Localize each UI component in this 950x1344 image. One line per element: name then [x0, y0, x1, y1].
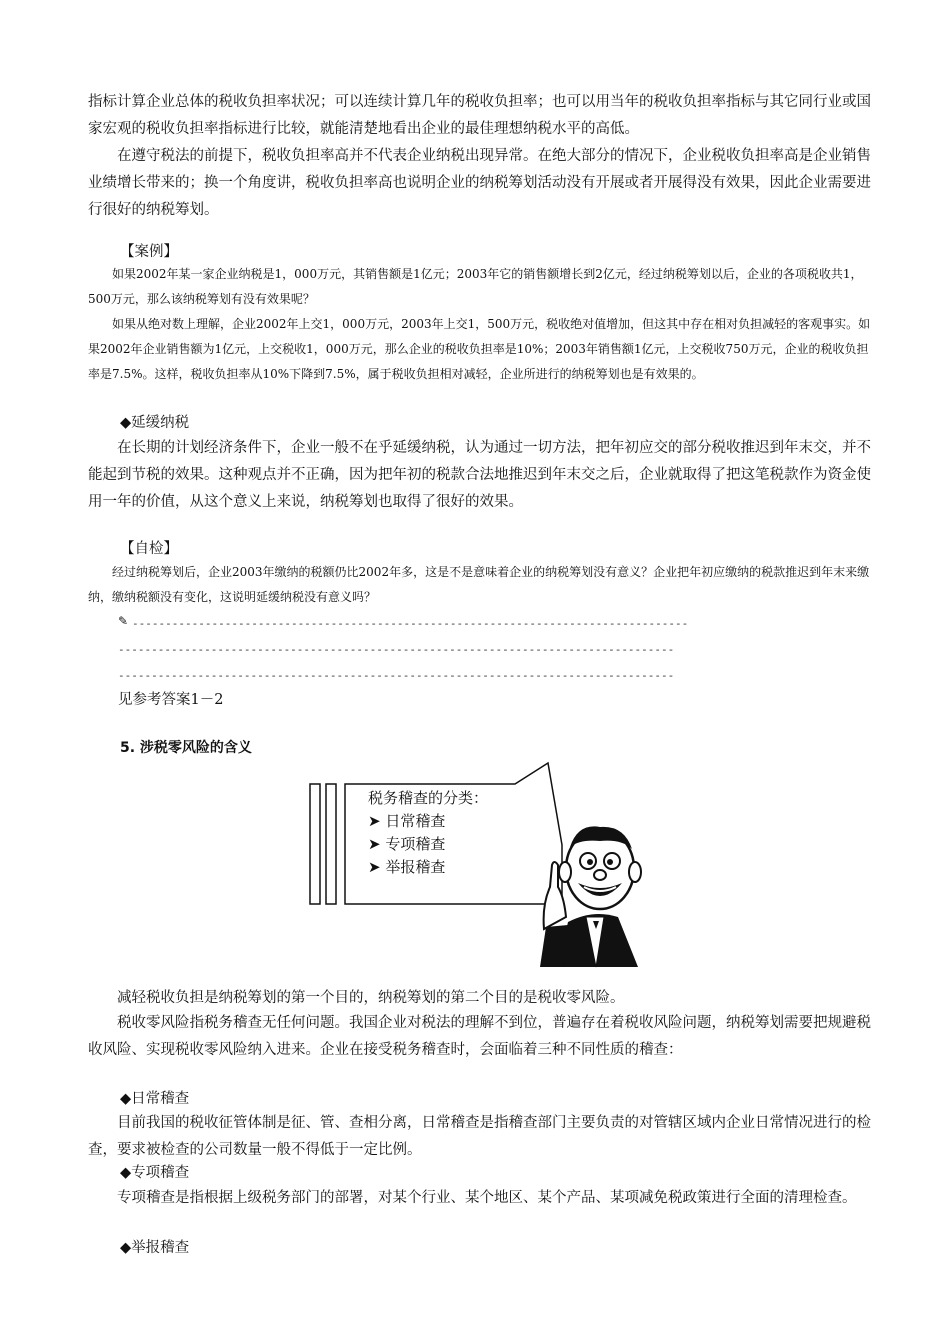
- bubble-item-1: ➤ 日常稽查: [368, 812, 446, 830]
- paragraph-tax-burden: 在遵守税法的前提下，税收负担率高并不代表企业纳税出现异常。在绝大部分的情况下，企业税收负担率高是企业销售业绩增长带来的；换一个角度讲，税收负担率高也说明企业的纳税筹划活动没有开展或者开展得没有效果，因此企业需要进行很好的纳税筹划。: [88, 148, 871, 218]
- section-title: 5. 涉税零风险的含义: [120, 740, 252, 756]
- pencil-icon: ✎: [118, 614, 129, 628]
- routine-audit-text: 目前我国的税收征管体制是征、管、查相分离，日常稽查是指稽查部门主要负责的对管辖区域内企业日常情况进行的检查，要求被检查的公司数量一般不得低于一定比例。: [88, 1115, 871, 1158]
- bubble-title: 税务稽查的分类：: [368, 789, 489, 807]
- arrow-icon: ➤: [368, 835, 381, 853]
- arrow-icon: ➤: [368, 858, 381, 876]
- bubble-content: [368, 787, 488, 879]
- special-audit-heading: ◆专项稽查: [120, 1165, 190, 1181]
- case-heading: 【案例】: [120, 244, 178, 260]
- answer-line-2: ------------------------------------------------------------------------------------: [118, 643, 675, 656]
- bubble-item-2: ➤ 专项稽查: [368, 835, 446, 853]
- bubble-item-3: ➤ 举报稽查: [368, 858, 446, 876]
- answer-line-3: ------------------------------------------------------------------------------------: [118, 669, 675, 682]
- defer-heading: ◆延缓纳税: [120, 415, 190, 431]
- audit-figure: [300, 755, 650, 975]
- special-audit-text: 专项稽查是指根据上级税务部门的部署，对某个行业、某个地区、某个产品、某项减免税政策进行全面的清理检查。: [117, 1190, 857, 1206]
- selfcheck-text: 经过纳税筹划后，企业2003年缴纳的税额仍比2002年多，这是不是意味着企业的纳税筹划没有意义？企业把年初应缴纳的税款推迟到年末来缴纳，缴纳税额没有变化，这说明延缓纳税没有意义吗？: [88, 565, 870, 604]
- paragraph-goals: 减轻税收负担是纳税筹划的第一个目的，纳税筹划的第二个目的是税收零风险。: [117, 990, 625, 1006]
- routine-audit-heading: ◆日常稽查: [120, 1091, 190, 1107]
- case-text-2: 如果从绝对数上理解，企业2002年上交1，000万元，2003年上交1，500万元，税收绝对值增加，但这其中存在相对负担减轻的客观事实。如果2002年企业销售额为1亿元，上交税收1，000万元，那么企业的税收负担率是10%；2003年销售额1亿元，上交税收750万元，企业的税收负担率是7.5%。这样，税收负担率从10%下降到7.5%，属于税收负担相对减轻，企业所进行的纳税筹划也是有效果的。: [88, 317, 871, 381]
- arrow-icon: ➤: [368, 812, 381, 830]
- paragraph-zero-risk: 税收零风险指税务稽查无任何问题。我国企业对税法的理解不到位，普遍存在着税收风险问题，纳税筹划需要把规避税收风险、实现税收零风险纳入进来。企业在接受税务稽查时，会面临着三种不同性质的稽查：: [88, 1015, 871, 1058]
- answer-line-1: ------------------------------------------------------------------------------------: [132, 617, 689, 630]
- report-audit-heading: ◆举报稽查: [120, 1240, 190, 1256]
- defer-text: 在长期的计划经济条件下，企业一般不在乎延缓纳税，认为通过一切方法，把年初应交的部分税收推迟到年末交，并不能起到节税的效果。这种观点并不正确，因为把年初的税款合法地推迟到年末交之后，企业就取得了把这笔税款作为资金使用一年的价值，从这个意义上来说，纳税筹划也取得了很好的效果。: [88, 440, 871, 510]
- paragraph-intro-cont: 指标计算企业总体的税收负担率状况；可以连续计算几年的税收负担率；也可以用当年的税收负担率指标与其它同行业或国家宏观的税收负担率指标进行比较，就能清楚地看出企业的最佳理想纳税水平的高低。: [88, 94, 871, 137]
- case-text-1: 如果2002年某一家企业纳税是1，000万元，其销售额是1亿元；2003年它的销售额增长到2亿元，经过纳税筹划以后，企业的各项税收共1，500万元，那么该纳税筹划有没有效果呢？: [88, 267, 863, 306]
- answer-reference: 见参考答案1－2: [118, 692, 224, 708]
- selfcheck-heading: 【自检】: [120, 541, 178, 557]
